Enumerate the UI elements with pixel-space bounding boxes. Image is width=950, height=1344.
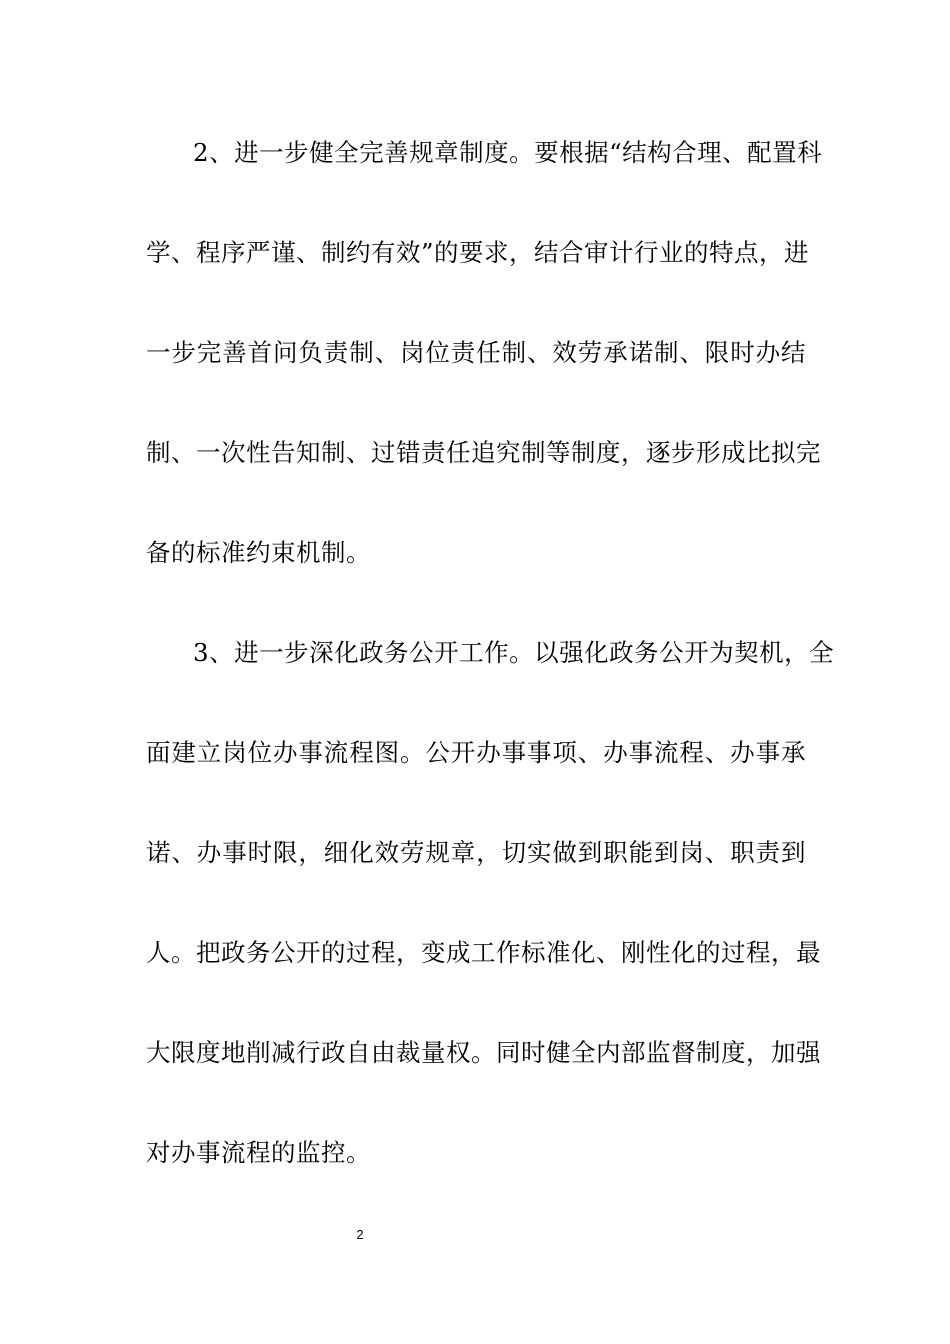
- paragraph-2-line-1: 2、进一步健全完善规章制度。要根据“结构合理、配置科: [193, 138, 823, 167]
- paragraph-3-line-6: 对办事流程的监控。: [146, 1138, 371, 1167]
- paragraph-3-line-1: 3、进一步深化政务公开工作。以强化政务公开为契机，全: [193, 638, 835, 667]
- paragraph-3-line-3: 诺、办事时限，细化效劳规章，切实做到职能到岗、职责到: [146, 838, 806, 867]
- paragraph-3-line-4: 人。把政务公开的过程，变成工作标准化、刚性化的过程，最: [146, 938, 821, 967]
- page-number: 2: [356, 1227, 364, 1242]
- paragraph-3-line-2: 面建立岗位办事流程图。公开办事事项、办事流程、办事承: [146, 738, 806, 767]
- paragraph-2-line-5: 备的标准约束机制。: [146, 538, 371, 567]
- paragraph-2-line-2: 学、程序严谨、制约有效”的要求，结合审计行业的特点，进: [146, 238, 810, 267]
- paragraph-2-line-4: 制、一次性告知制、过错责任追究制等制度，逐步形成比拟完: [146, 438, 821, 467]
- paragraph-2-line-3: 一步完善首问负责制、岗位责任制、效劳承诺制、限时办结: [146, 338, 806, 367]
- paragraph-3-line-5: 大限度地削减行政自由裁量权。同时健全内部监督制度，加强: [146, 1038, 821, 1067]
